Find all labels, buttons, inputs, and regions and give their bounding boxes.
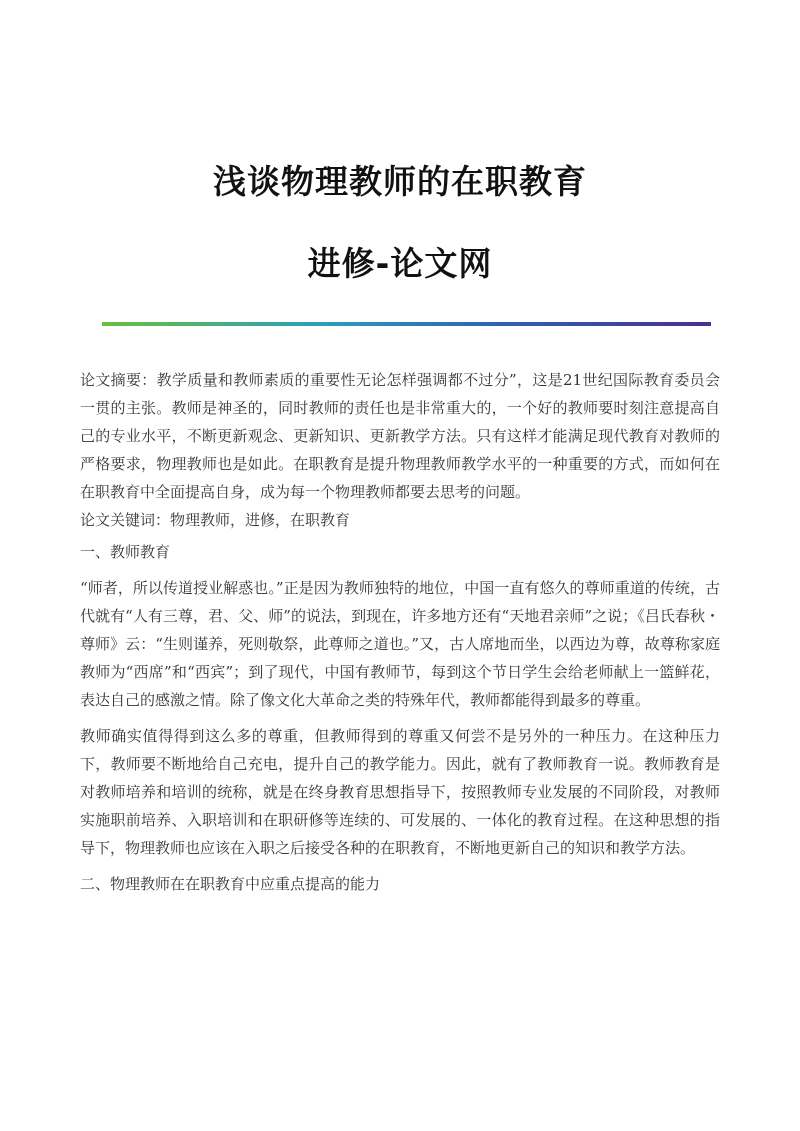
title-divider (102, 322, 711, 326)
body-paragraph-2: 教师确实值得得到这么多的尊重，但教师得到的尊重又何尝不是另外的一种压力。在这种压力下，教师要不断地给自己充电，提升自己的教学能力。因此，就有了教师教育一说。教师教育是对教师培养和培训的统称，就是在终身教育思想指导下，按照教师专业发展的不同阶段，对教师实施职前培养、入职培训和在职研修等连续的、可发展的、一体化的教育过程。在这种思想的指导下，物理教师也应该在入职之后接受各种的在职教育，不断地更新自己的知识和教学方法。 (80, 727, 720, 857)
body-paragraph-1: “师者，所以传道授业解惑也。”正是因为教师独特的地位，中国一直有悠久的尊师重道的传统，古代就有“人有三尊，君、父、师”的说法，到现在，许多地方还有“天地君亲师”之说；《吕氏春秋・尊师》云：“生则谨养，死则敬祭，此尊师之道也。”又，古人席地而坐，以西边为尊，故尊称家庭教师为“西席”和“西宾”；到了现代，中国有教师节，每到这个节日学生会给老师献上一篮鲜花，表达自己的感激之情。除了像文化大革命之类的特殊年代，教师都能得到最多的尊重。 (80, 579, 720, 709)
document-title-line-2: 进修-论文网 (307, 244, 493, 283)
abstract-paragraph: 论文摘要：教学质量和教师素质的重要性无论怎样强调都不过分”，这是21世纪国际教育委员会一贯的主张。教师是神圣的，同时教师的责任也是非常重大的，一个好的教师要时刻注意提高自己的专业水平，不断更新观念、更新知识、更新教学方法。只有这样才能满足现代教育对教师的严格要求，物理教师也是如此。在职教育是提升物理教师教学水平的一种重要的方式，而如何在在职教育中全面提高自身，成为每一个物理教师都要去思考的问题。 (80, 371, 720, 501)
document-body (80, 366, 720, 898)
section-heading-2: 二、物理教师在在职教育中应重点提高的能力 (80, 875, 381, 893)
keywords-line: 论文关键词：物理教师，进修，在职教育 (80, 511, 351, 529)
document-title-line-1: 浅谈物理教师的在职教育 (213, 162, 587, 201)
section-heading-1: 一、教师教育 (80, 543, 171, 561)
